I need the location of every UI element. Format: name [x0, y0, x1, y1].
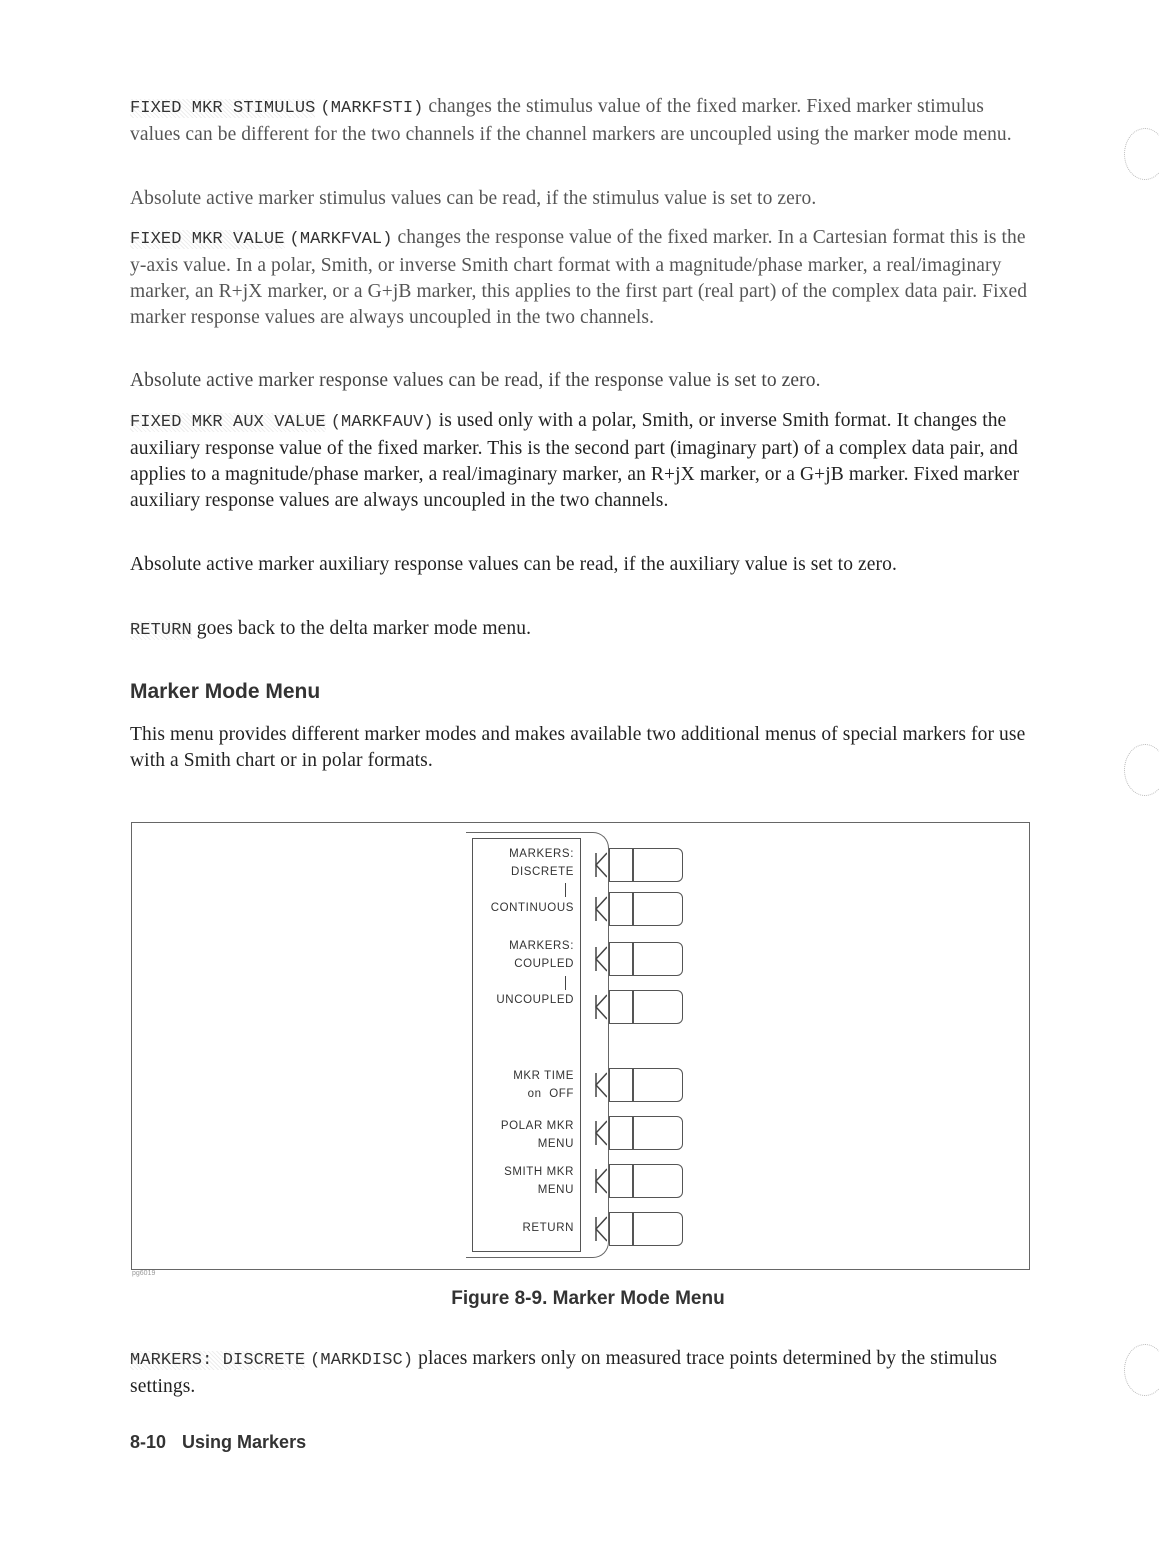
softkey-button-7: [595, 1164, 685, 1198]
fixed-mkr-aux-value-command: (MARKFAUV): [330, 413, 434, 432]
softkey-button-5: [595, 1068, 685, 1102]
hardkey: [609, 1068, 683, 1102]
softkey-button-8: [595, 1212, 685, 1246]
pointer-icon: [595, 1215, 607, 1243]
hardkey: [609, 848, 683, 882]
section-intro: This menu provides different marker modes and makes available two additional menus of special markers for use with a Smith chart or in polar formats.: [130, 724, 1026, 771]
pointer-icon: [595, 851, 607, 879]
markers-discrete-text: places markers only on measured trace points determined by the stimulus settings.: [130, 1348, 998, 1397]
fixed-mkr-stimulus-key: FIXED MKR STIMULUS: [130, 99, 316, 118]
markers-discrete-command: (MARKDISC): [310, 1351, 414, 1370]
return-key: RETURN: [130, 621, 192, 640]
punch-hole-mark: [1124, 744, 1166, 796]
softkey-button-2: [595, 892, 685, 926]
hardkey: [609, 990, 683, 1024]
softkey-button-1: [595, 848, 685, 882]
fixed-mkr-value-key: FIXED MKR VALUE: [130, 230, 285, 249]
fixed-mkr-aux-value-text: is used only with a polar, Smith, or inverse Smith format. It changes the auxiliary response value of the fixed marker. This is the second part (imaginary part) of a complex data pair, and applies to a magnitude/phase marker, a real/imaginary marker, an R+jX marker, or a G+jB marker. Fixed marker auxiliary response values are always uncoupled in the two channels.: [130, 410, 1020, 511]
page-number: 8-10: [130, 1432, 167, 1452]
stimulus-note: Absolute active marker stimulus values can be read, if the stimulus value is set to zero.: [130, 188, 817, 209]
pointer-icon: [595, 993, 607, 1021]
pointer-icon: [595, 945, 607, 973]
chapter-title: Using Markers: [182, 1432, 307, 1452]
softkey-button-4: [595, 990, 685, 1024]
punch-hole-mark: [1124, 128, 1166, 180]
section-heading: Marker Mode Menu: [130, 680, 321, 703]
punch-hole-mark: [1124, 1344, 1166, 1396]
softkey-label-return: RETURN: [522, 1222, 574, 1234]
hardkey: [609, 892, 683, 926]
softkey-label-markers-discrete: MARKERS: DISCRETE: [509, 848, 574, 878]
pointer-icon: [595, 1071, 607, 1099]
hardkey: [609, 1116, 683, 1150]
aux-note: Absolute active marker auxiliary response values can be read, if the auxiliary value is set to zero.: [130, 554, 897, 575]
figure-caption: Figure 8-9. Marker Mode Menu: [451, 1288, 725, 1309]
hardkey: [609, 942, 683, 976]
return-paragraph: [130, 616, 1035, 644]
toggle-divider: [565, 976, 566, 990]
markers-discrete-paragraph: [130, 1346, 1035, 1400]
hardkey: [609, 1164, 683, 1198]
fixed-mkr-value-command: (MARKFVAL): [289, 230, 393, 249]
fixed-mkr-stimulus-command: (MARKFSTI): [320, 99, 424, 118]
fixed-mkr-aux-value-key: FIXED MKR AUX VALUE: [130, 413, 326, 432]
softkey-button-6: [595, 1116, 685, 1150]
fixed-mkr-stimulus-text: changes the stimulus value of the fixed marker. Fixed marker stimulus values can be different for the two channels if the channel markers are uncoupled using the marker mode menu.: [130, 96, 1012, 145]
softkey-menu-panel: [472, 838, 581, 1252]
fixed-mkr-aux-value-paragraph: [130, 408, 1035, 514]
pointer-icon: [595, 895, 607, 923]
hardkey: [609, 1212, 683, 1246]
fixed-mkr-value-paragraph: [130, 225, 1035, 331]
pointer-icon: [595, 1119, 607, 1147]
softkey-label-mkr-time: MKR TIME on OFF: [513, 1070, 574, 1100]
page-footer: [130, 1432, 306, 1453]
figure-id: pg6019: [132, 1270, 156, 1277]
softkey-label-smith-mkr-menu: SMITH MKR MENU: [504, 1166, 574, 1196]
toggle-divider: [565, 883, 566, 897]
softkey-label-polar-mkr-menu: POLAR MKR MENU: [500, 1120, 574, 1150]
markers-discrete-key: MARKERS: DISCRETE: [130, 1351, 306, 1370]
pointer-icon: [595, 1167, 607, 1195]
response-note: Absolute active marker response values can be read, if the response value is set to zero.: [130, 370, 821, 391]
fixed-mkr-value-text: changes the response value of the fixed marker. In a Cartesian format this is the y-axis value. In a polar, Smith, or inverse Smith chart format with a magnitude/phase marker, a real/imaginary marker, an R+jX marker, or a G+jB marker, this applies to the first part (real part) of the complex data pair. Fixed marker response values are always uncoupled in the two channels.: [130, 227, 1028, 328]
softkey-label-continuous: CONTINUOUS: [490, 902, 574, 914]
softkey-label-markers-coupled: MARKERS: COUPLED: [509, 940, 574, 970]
softkey-label-uncoupled: UNCOUPLED: [496, 994, 574, 1006]
softkey-button-3: [595, 942, 685, 976]
fixed-mkr-stimulus-paragraph: [130, 94, 1035, 148]
return-text: goes back to the delta marker mode menu.: [191, 618, 532, 639]
